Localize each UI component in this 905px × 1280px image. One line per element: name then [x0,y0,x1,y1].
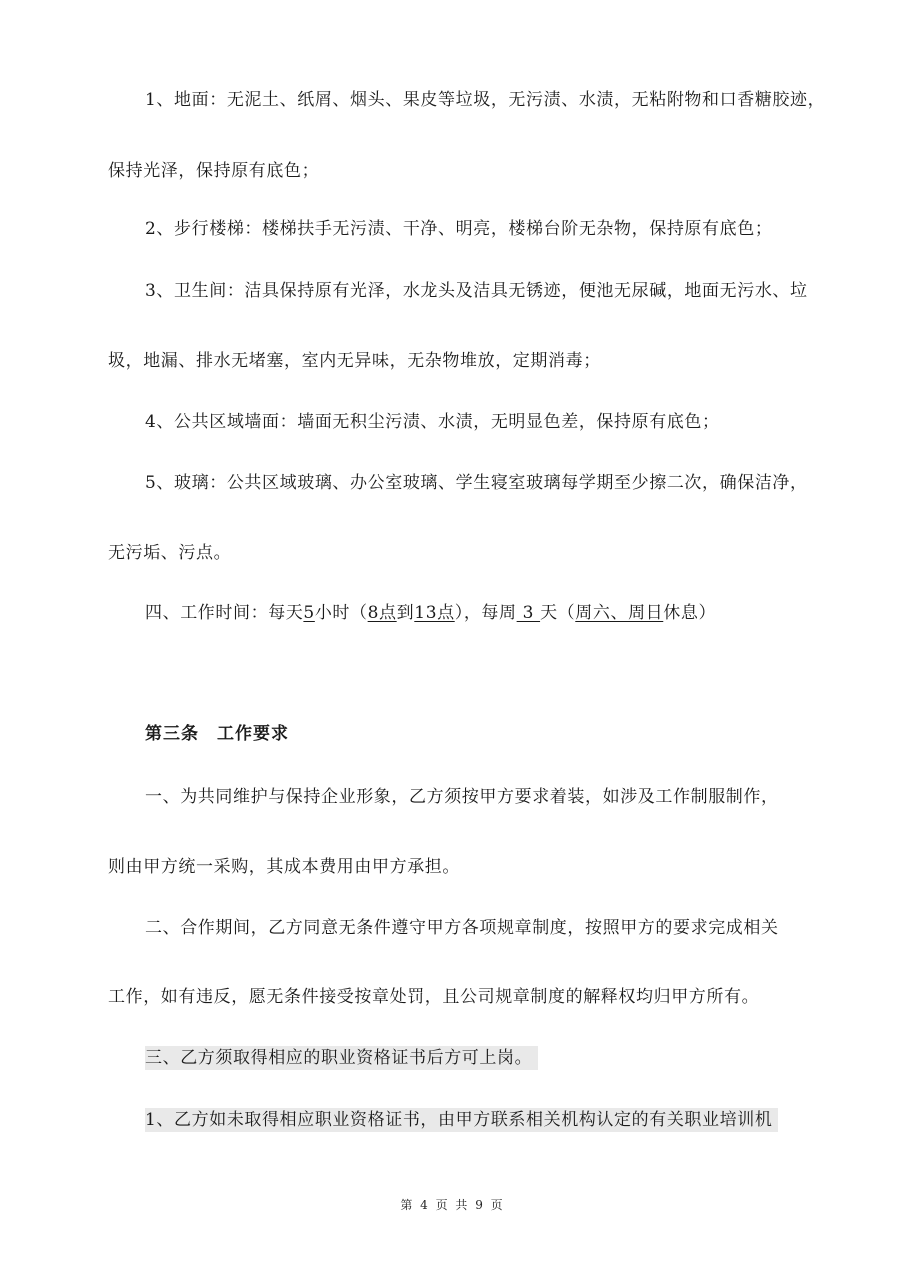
work-time-hours-unit: 小时（ [314,603,368,623]
paragraph-floor-line1: 1、地面：无泥土、纸屑、烟头、果皮等垃圾，无污渍、水渍，无粘附物和口香糖胶迹， [145,90,826,110]
work-time-hours: 5 [303,603,315,623]
paragraph-restroom-line2: 圾，地漏、排水无堵塞，室内无异味，无杂物堆放，定期消毒； [108,351,601,371]
requirement-3-sub1 [145,1108,778,1132]
paragraph-walls: 4、公共区域墙面：墙面无积尘污渍、水渍，无明显色差，保持原有底色； [145,412,720,432]
work-time-days-unit: 天（ [540,603,576,623]
paragraph-glass-line2: 无污垢、污点。 [108,543,232,563]
work-time-to: 到 [396,603,415,623]
requirement-3-sub1-highlight: 1、乙方如未取得相应职业资格证书，由甲方联系相关机构认定的有关职业培训机 [145,1108,778,1132]
requirement-1-line2: 则由甲方统一采购，其成本费用由甲方承担。 [108,857,460,877]
paragraph-restroom-line1: 3、卫生间：洁具保持原有光泽，水龙头及洁具无锈迹，便池无尿碱，地面无污水、垃 [145,281,808,301]
paragraph-floor-line2: 保持光泽，保持原有底色； [108,161,320,181]
paragraph-glass-line1: 5、玻璃：公共区域玻璃、办公室玻璃、学生寝室玻璃每学期至少擦二次，确保洁净， [145,473,808,493]
work-time-days: 3 [516,603,541,623]
requirement-3 [145,1046,538,1070]
work-time-rest: 周六、周日 [575,603,664,623]
work-time-mid: ），每周 [454,603,517,623]
paragraph-work-time [145,601,716,625]
requirement-2-line1: 二、合作期间，乙方同意无条件遵守甲方各项规章制度，按照甲方的要求完成相关 [145,918,779,938]
work-time-prefix: 四、工作时间：每天 [145,603,304,623]
work-time-start: 8点 [367,603,397,623]
requirement-1-line1: 一、为共同维护与保持企业形象，乙方须按甲方要求着装，如涉及工作制服制作， [145,787,779,807]
requirement-3-highlight: 三、乙方须取得相应的职业资格证书后方可上岗。 [145,1046,538,1070]
page-number-footer: 第 4 页 共 9 页 [400,1198,505,1212]
paragraph-stairs: 2、步行楼梯：楼梯扶手无污渍、干净、明亮，楼梯台阶无杂物，保持原有底色； [145,219,773,239]
work-time-suffix: 休息） [663,603,717,623]
section-heading: 第三条 工作要求 [145,724,289,744]
requirement-2-line2: 工作，如有违反，愿无条件接受按章处罚，且公司规章制度的解释权均归甲方所有。 [108,987,760,1007]
work-time-end: 13点 [414,603,455,623]
